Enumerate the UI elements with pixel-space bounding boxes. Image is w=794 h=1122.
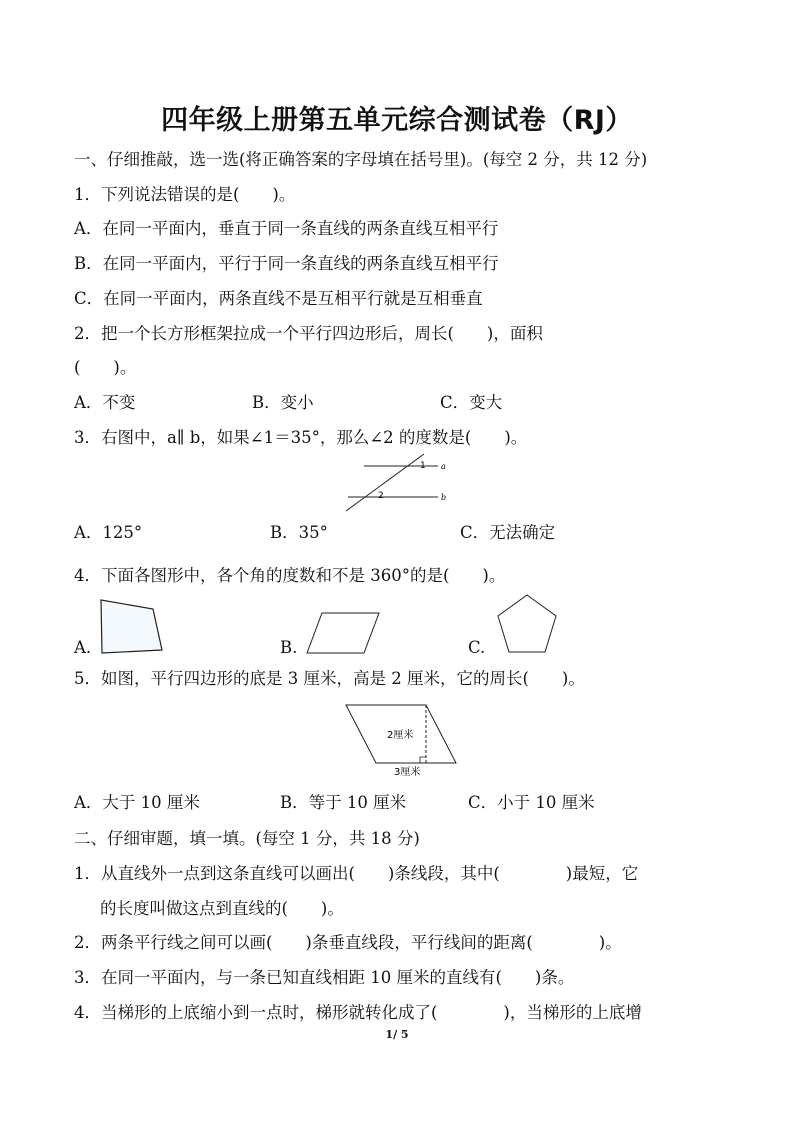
height-label: 2厘米 [387, 730, 414, 741]
q4-option-b: B. [280, 638, 298, 657]
parallel-lines-figure [340, 452, 460, 514]
page-title: 四年级上册第五单元综合测试卷（RJ） [161, 105, 633, 136]
q1-option-c: C．在同一平面内，两条直线不是互相平行就是互相垂直 [74, 289, 483, 308]
pentagon-figure [494, 592, 560, 656]
q2-stem-cont: ( )。 [74, 358, 137, 377]
base-label: 3厘米 [394, 767, 421, 778]
parallelogram-shape-b [307, 613, 379, 653]
s2-q4: 4．当梯形的上底缩小到一点时，梯形就转化成了( )，当梯形的上底增 [74, 1003, 642, 1022]
section2-heading: 二、仔细审题，填一填。(每空 1 分，共 18 分) [74, 829, 420, 848]
q1-stem: 1．下列说法错误的是( )。 [74, 185, 296, 204]
section1-heading: 一、仔细推敲，选一选(将正确答案的字母填在括号里)。(每空 2 分，共 12 分) [74, 150, 648, 169]
q4-option-c: C. [468, 638, 486, 657]
line-a-label: a [441, 462, 446, 471]
q2-option-a: A．不变 [74, 393, 136, 412]
s2-q2: 2．两条平行线之间可以画( )条垂直线段，平行线间的距离( )。 [74, 933, 622, 952]
q4-stem: 4．下面各图形中，各个角的度数和不是 360°的是( )。 [74, 566, 506, 585]
q2-option-b: B．变小 [252, 393, 314, 412]
transversal [346, 454, 424, 511]
q1-option-b: B．在同一平面内，平行于同一条直线的两条直线互相平行 [74, 254, 499, 273]
q5-option-c: C．小于 10 厘米 [468, 793, 595, 812]
q5-stem: 5．如图，平行四边形的底是 3 厘米，高是 2 厘米，它的周长( )。 [74, 669, 585, 688]
q3-option-c: C．无法确定 [460, 523, 556, 542]
q3-stem: 3．右图中，a∥ b，如果∠1＝35°，那么∠2 的度数是( )。 [74, 428, 528, 447]
s2-q3: 3．在同一平面内，与一条已知直线相距 10 厘米的直线有( )条。 [74, 968, 575, 987]
q5-option-a: A．大于 10 厘米 [74, 793, 200, 812]
right-angle-mark [420, 757, 426, 763]
q2-stem: 2．把一个长方形框架拉成一个平行四边形后，周长( )，面积 [74, 324, 543, 343]
s2-q1-cont: 的长度叫做这点到直线的( )。 [100, 899, 344, 918]
q5-option-b: B．等于 10 厘米 [280, 793, 407, 812]
parallelogram-measure-figure [340, 702, 462, 778]
page-number: 1/ 5 [385, 1028, 409, 1041]
line-b-label: b [441, 493, 447, 502]
q3-option-a: A．125° [74, 523, 143, 542]
angle-2-label: 2 [378, 491, 384, 501]
q4-option-a: A. [74, 638, 92, 657]
parallelogram-figure-b [306, 610, 382, 656]
q1-option-a: A．在同一平面内，垂直于同一条直线的两条直线互相平行 [74, 219, 499, 238]
s2-q1: 1．从直线外一点到这条直线可以画出( )条线段，其中( )最短，它 [74, 864, 639, 883]
q2-option-c: C．变大 [440, 393, 503, 412]
q3-option-b: B．35° [270, 523, 328, 542]
angle-1-label: 1 [420, 461, 426, 471]
quadrilateral-figure [98, 598, 166, 656]
pentagon-shape [498, 595, 556, 652]
quadrilateral-shape [101, 600, 162, 653]
